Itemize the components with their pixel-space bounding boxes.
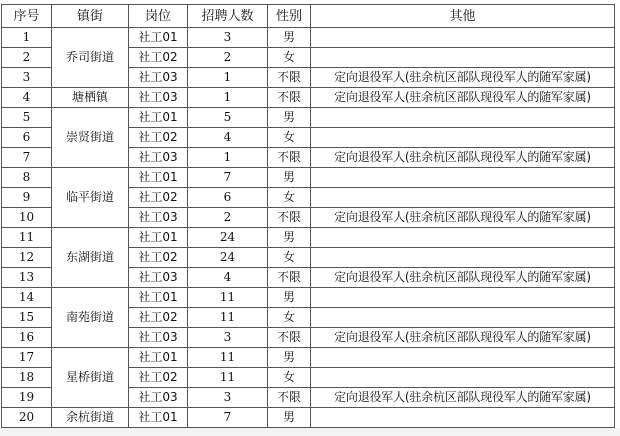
cell-position: 社工01 — [129, 288, 188, 308]
table-header-row — [2, 5, 615, 28]
cell-hire-count: 11 — [188, 288, 268, 308]
cell-other — [311, 368, 615, 388]
cell-gender: 女 — [268, 308, 311, 328]
cell-town: 东湖街道 — [52, 228, 129, 288]
cell-other — [311, 188, 615, 208]
table-row — [2, 348, 615, 368]
cell-index: 17 — [2, 348, 52, 368]
cell-gender: 不限 — [268, 68, 311, 88]
header-town: 镇街 — [52, 5, 129, 28]
table-row — [2, 28, 615, 48]
cell-gender: 不限 — [268, 268, 311, 288]
cell-gender: 不限 — [268, 328, 311, 348]
cell-position: 社工02 — [129, 308, 188, 328]
table-row — [2, 288, 615, 308]
cell-hire-count: 3 — [188, 388, 268, 408]
cell-gender: 不限 — [268, 208, 311, 228]
cell-index: 18 — [2, 368, 52, 388]
cell-position: 社工01 — [129, 28, 188, 48]
cell-index: 7 — [2, 148, 52, 168]
cell-position: 社工01 — [129, 108, 188, 128]
cell-other — [311, 308, 615, 328]
cell-hire-count: 11 — [188, 308, 268, 328]
cell-other — [311, 48, 615, 68]
cell-hire-count: 1 — [188, 148, 268, 168]
cell-index: 12 — [2, 248, 52, 268]
header-hire-count: 招聘人数 — [188, 5, 268, 28]
cell-position: 社工01 — [129, 168, 188, 188]
cell-other: 定向退役军人(驻余杭区部队现役军人的随军家属) — [311, 88, 615, 108]
cell-hire-count: 3 — [188, 328, 268, 348]
cell-town: 星桥街道 — [52, 348, 129, 408]
cell-other — [311, 248, 615, 268]
cell-hire-count: 5 — [188, 108, 268, 128]
cell-hire-count: 7 — [188, 408, 268, 428]
cell-other — [311, 348, 615, 368]
cell-gender: 女 — [268, 188, 311, 208]
cell-hire-count: 11 — [188, 348, 268, 368]
cell-index: 3 — [2, 68, 52, 88]
cell-town: 余杭街道 — [52, 408, 129, 428]
cell-position: 社工01 — [129, 228, 188, 248]
table-row — [2, 88, 615, 108]
cell-index: 13 — [2, 268, 52, 288]
cell-hire-count: 24 — [188, 248, 268, 268]
cell-other: 定向退役军人(驻余杭区部队现役军人的随军家属) — [311, 148, 615, 168]
cell-other: 定向退役军人(驻余杭区部队现役军人的随军家属) — [311, 68, 615, 88]
cell-gender: 女 — [268, 368, 311, 388]
cell-index: 8 — [2, 168, 52, 188]
cell-index: 4 — [2, 88, 52, 108]
cell-position: 社工02 — [129, 188, 188, 208]
cell-other: 定向退役军人(驻余杭区部队现役军人的随军家属) — [311, 268, 615, 288]
cell-index: 16 — [2, 328, 52, 348]
cell-hire-count: 4 — [188, 128, 268, 148]
recruitment-table — [1, 4, 615, 428]
cell-index: 14 — [2, 288, 52, 308]
cell-index: 11 — [2, 228, 52, 248]
cell-position: 社工02 — [129, 48, 188, 68]
header-gender: 性别 — [268, 5, 311, 28]
cell-gender: 不限 — [268, 88, 311, 108]
cell-position: 社工03 — [129, 328, 188, 348]
cell-index: 1 — [2, 28, 52, 48]
cell-index: 19 — [2, 388, 52, 408]
cell-other — [311, 128, 615, 148]
cell-hire-count: 2 — [188, 48, 268, 68]
cell-index: 10 — [2, 208, 52, 228]
cell-town: 崇贤街道 — [52, 108, 129, 168]
cell-position: 社工01 — [129, 408, 188, 428]
header-position: 岗位 — [129, 5, 188, 28]
cell-town: 临平街道 — [52, 168, 129, 228]
cell-index: 5 — [2, 108, 52, 128]
table-row — [2, 408, 615, 428]
cell-other: 定向退役军人(驻余杭区部队现役军人的随军家属) — [311, 388, 615, 408]
cell-gender: 女 — [268, 48, 311, 68]
cell-town: 南苑街道 — [52, 288, 129, 348]
cell-index: 20 — [2, 408, 52, 428]
cell-index: 6 — [2, 128, 52, 148]
cell-hire-count: 6 — [188, 188, 268, 208]
cell-hire-count: 1 — [188, 68, 268, 88]
cell-other: 定向退役军人(驻余杭区部队现役军人的随军家属) — [311, 208, 615, 228]
cell-gender: 女 — [268, 248, 311, 268]
cell-hire-count: 7 — [188, 168, 268, 188]
cell-hire-count: 3 — [188, 28, 268, 48]
cell-gender: 女 — [268, 128, 311, 148]
cell-position: 社工03 — [129, 88, 188, 108]
cell-hire-count: 1 — [188, 88, 268, 108]
cell-index: 2 — [2, 48, 52, 68]
cell-gender: 男 — [268, 168, 311, 188]
cell-gender: 男 — [268, 408, 311, 428]
cell-hire-count: 11 — [188, 368, 268, 388]
cell-hire-count: 24 — [188, 228, 268, 248]
cell-town: 塘栖镇 — [52, 88, 129, 108]
header-other: 其他 — [311, 5, 615, 28]
cell-gender: 男 — [268, 348, 311, 368]
cell-position: 社工02 — [129, 128, 188, 148]
page-bottom-strip — [0, 428, 620, 436]
cell-gender: 不限 — [268, 148, 311, 168]
cell-index: 9 — [2, 188, 52, 208]
cell-hire-count: 2 — [188, 208, 268, 228]
cell-position: 社工01 — [129, 348, 188, 368]
cell-other — [311, 228, 615, 248]
cell-position: 社工03 — [129, 208, 188, 228]
cell-position: 社工02 — [129, 368, 188, 388]
cell-position: 社工03 — [129, 388, 188, 408]
cell-other — [311, 408, 615, 428]
cell-other — [311, 288, 615, 308]
cell-other — [311, 168, 615, 188]
cell-gender: 男 — [268, 108, 311, 128]
cell-other — [311, 28, 615, 48]
cell-gender: 男 — [268, 28, 311, 48]
cell-hire-count: 4 — [188, 268, 268, 288]
cell-other — [311, 108, 615, 128]
cell-gender: 男 — [268, 228, 311, 248]
cell-position: 社工03 — [129, 68, 188, 88]
table-row — [2, 108, 615, 128]
header-index: 序号 — [2, 5, 52, 28]
cell-position: 社工03 — [129, 268, 188, 288]
table-row — [2, 168, 615, 188]
cell-position: 社工02 — [129, 248, 188, 268]
cell-gender: 男 — [268, 288, 311, 308]
cell-gender: 不限 — [268, 388, 311, 408]
cell-position: 社工03 — [129, 148, 188, 168]
table-row — [2, 228, 615, 248]
cell-index: 15 — [2, 308, 52, 328]
cell-town: 乔司街道 — [52, 28, 129, 88]
cell-other: 定向退役军人(驻余杭区部队现役军人的随军家属) — [311, 328, 615, 348]
